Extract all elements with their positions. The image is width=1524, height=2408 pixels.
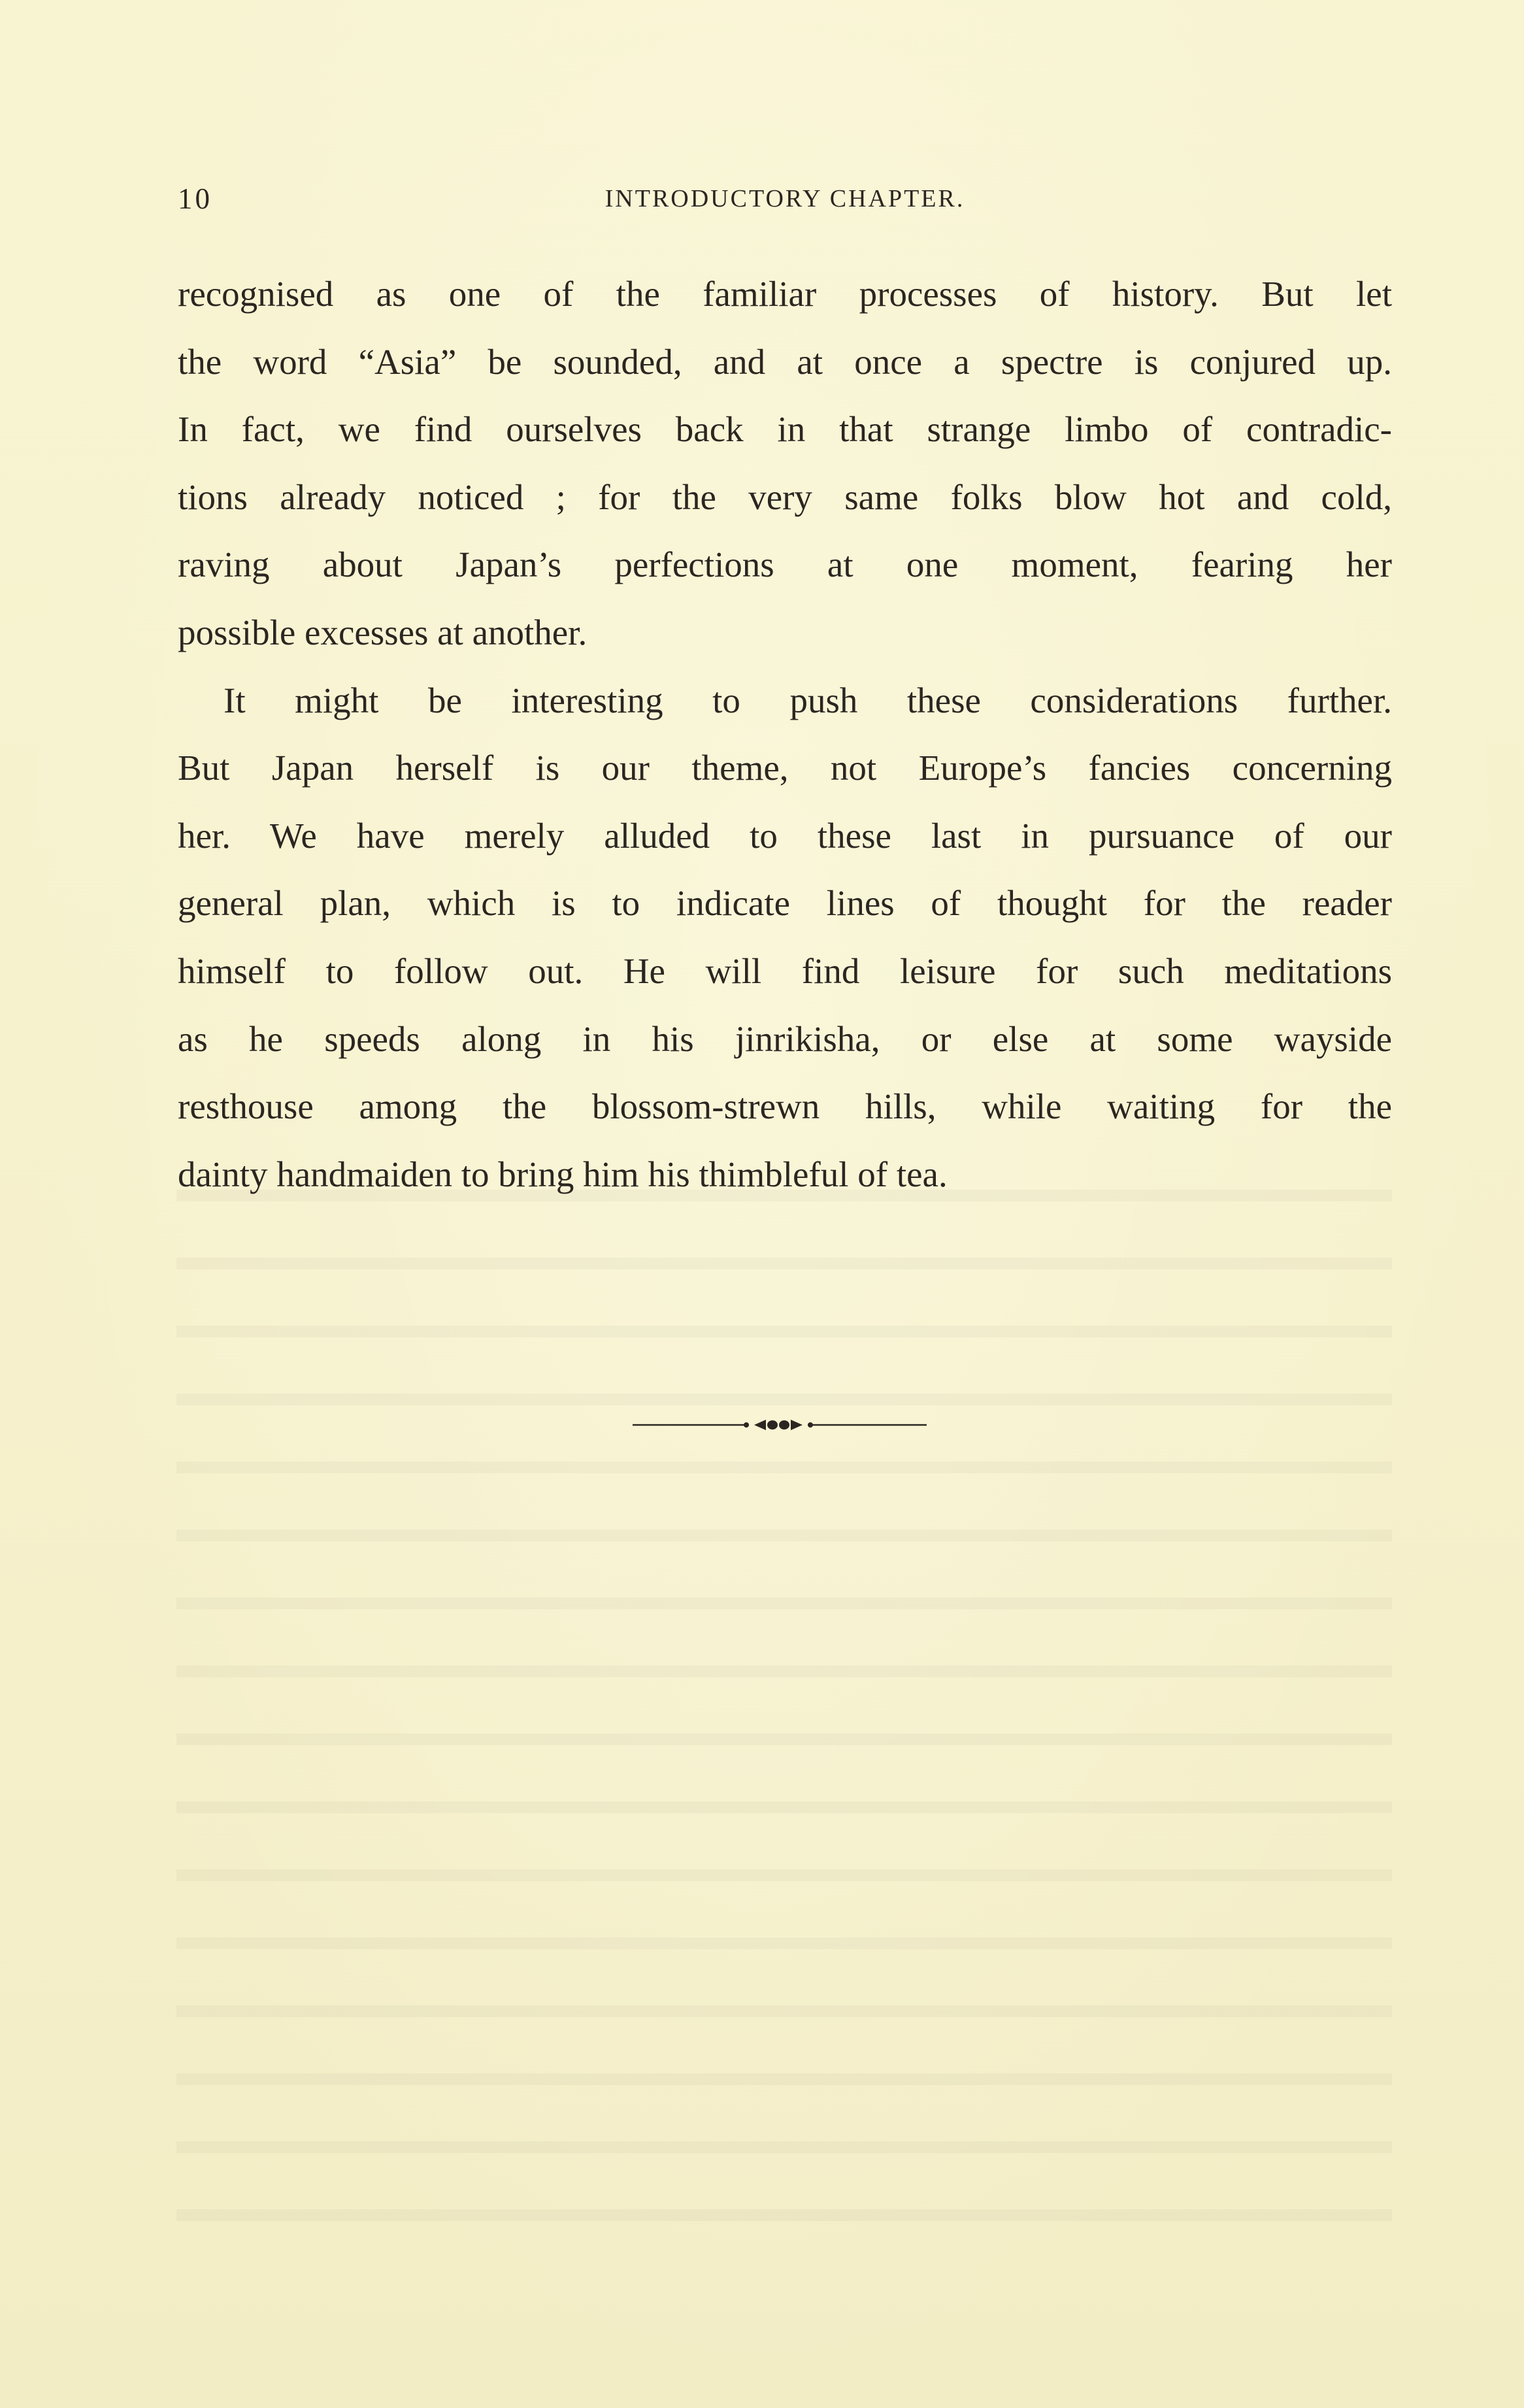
text-line: But Japan herself is our theme, not Europe’s fancies concerning [178, 748, 1392, 788]
text-line: as he speeds along in his jinrikisha, or else at some wayside [178, 1018, 1392, 1059]
text-line: tions already noticed ; for the very same folks blow hot and cold, [178, 477, 1392, 517]
text-line: resthouse among the blossom-strewn hills, while waiting for the [178, 1086, 1392, 1127]
page-header [178, 182, 1392, 221]
running-head: INTRODUCTORY CHAPTER. [605, 185, 965, 212]
text-line: possible excesses at another. [178, 612, 588, 652]
body-text [178, 260, 1392, 1208]
text-line: general plan, which is to indicate lines of thought for the reader [178, 883, 1392, 924]
paragraph-2 [178, 667, 1392, 1209]
text-line: dainty handmaiden to bring him his thimbleful of tea. [178, 1154, 948, 1194]
page-number: 10 [178, 182, 212, 215]
text-line: recognised as one of the familiar processes of history. But let [178, 274, 1392, 314]
text-line: himself to follow out. He will find leisure for such meditations [178, 950, 1392, 991]
text-line: her. We have merely alluded to these last in pursuance of our [178, 815, 1392, 856]
text-line: In fact, we find ourselves back in that strange limbo of contradic- [178, 409, 1392, 450]
show-through-text [176, 1190, 1392, 2235]
text-line: It might be interesting to push these considerations further. [224, 680, 1392, 720]
paragraph-1 [178, 260, 1392, 667]
chapter-end-ornament [633, 1417, 927, 1433]
text-line: raving about Japan’s perfections at one moment, fearing her [178, 544, 1392, 585]
text-line: the word “Asia” be sounded, and at once a spectre is conjured up. [178, 341, 1392, 382]
